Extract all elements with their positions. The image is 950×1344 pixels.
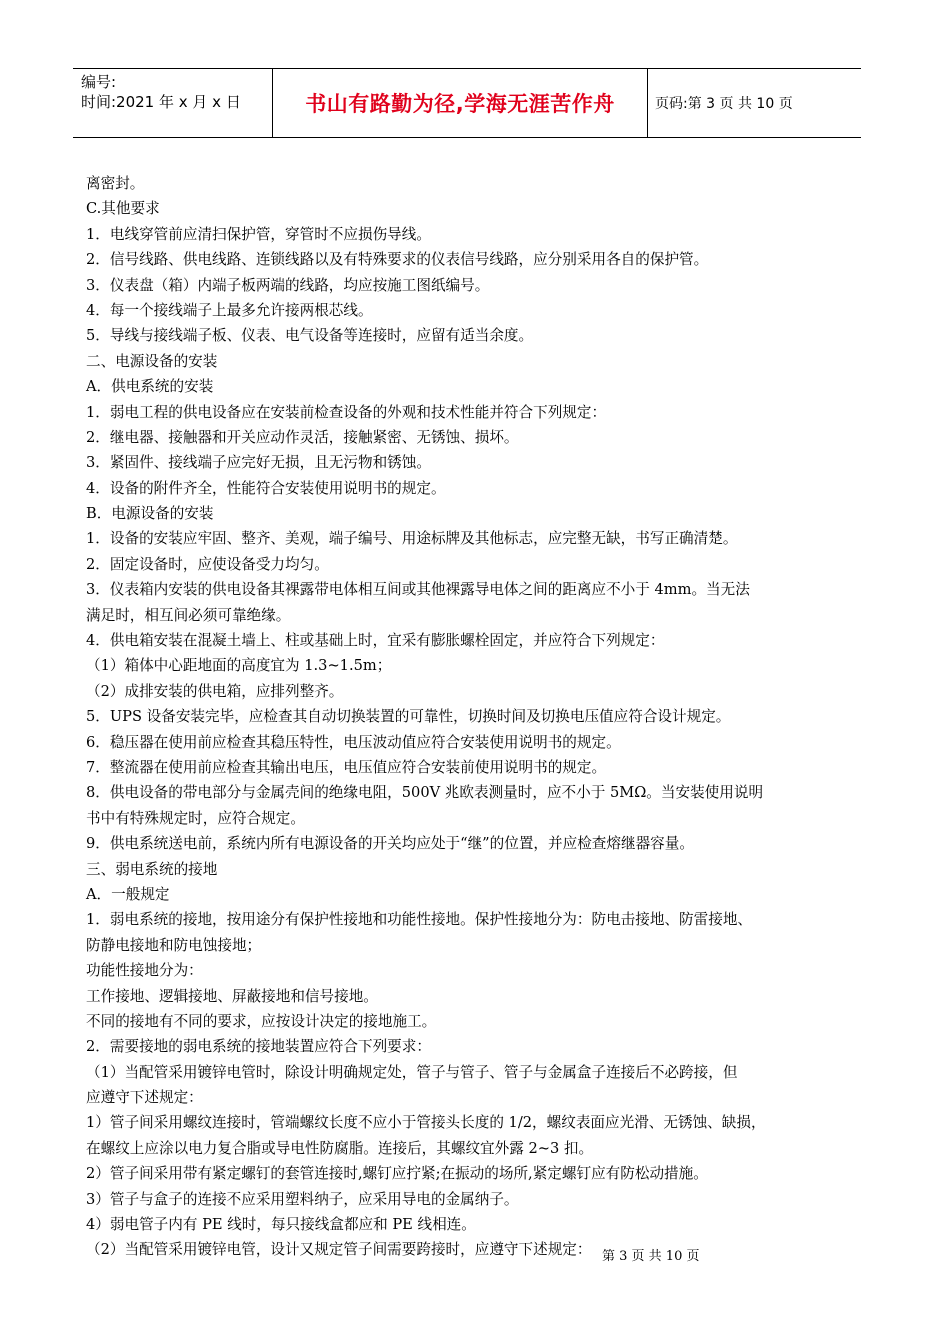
text-line: 7．整流器在使用前应检查其输出电压，电压值应符合安装前使用说明书的规定。 <box>86 758 607 776</box>
text-line: 功能性接地分为： <box>86 962 203 980</box>
text-line: 2）管子间采用带有紧定螺钉的套管连接时,螺钉应拧紧;在振动的场所,紧定螺钉应有防松动措施。 <box>86 1165 708 1183</box>
text-line: C.其他要求 <box>86 200 160 218</box>
page-header <box>73 68 861 138</box>
document-body <box>86 171 864 1263</box>
text-line: 5．导线与接线端子板、仪表、电气设备等连接时，应留有适当余度。 <box>86 327 534 345</box>
text-line: 3）管子与盒子的连接不应采用塑料纳子，应采用导电的金属纳子。 <box>86 1190 519 1208</box>
text-line: 不同的接地有不同的要求，应按设计决定的接地施工。 <box>86 1012 437 1030</box>
page-footer: 第 3 页 共 10 页 <box>602 1249 700 1264</box>
text-line: 8．供电设备的带电部分与金属壳间的绝缘电阻，500V 兆欧表测量时，应不小于 5MΩ。当安装使用说明 <box>86 784 764 802</box>
text-line: 4．每一个接线端子上最多允许接两根芯线。 <box>86 301 373 319</box>
text-line: 1）管子间采用螺纹连接时，管端螺纹长度不应小于管接头长度的 1/2，螺纹表面应光滑、无锈蚀、缺损， <box>86 1114 766 1132</box>
text-line: 满足时，相互间必须可靠绝缘。 <box>86 606 291 624</box>
text-line: 防静电接地和防电蚀接地； <box>86 936 262 954</box>
header-info <box>73 69 273 137</box>
text-line: 3．紧固件、接线端子应完好无损，且无污物和锈蚀。 <box>86 454 431 472</box>
text-line: 4．设备的附件齐全，性能符合安装使用说明书的规定。 <box>86 479 446 497</box>
text-line: 1．设备的安装应牢固、整齐、美观，端子编号、用途标牌及其他标志，应完整无缺，书写正确清楚。 <box>86 530 738 548</box>
text-line: （2）成排安装的供电箱，应排列整齐。 <box>86 682 344 700</box>
text-line: 1．弱电系统的接地，按用途分有保护性接地和功能性接地。保护性接地分为：防电击接地、防雷接地、 <box>86 911 753 929</box>
text-line: 3．仪表盘（箱）内端子板两端的线路，均应按施工图纸编号。 <box>86 276 490 294</box>
text-line: （2）当配管采用镀锌电管，设计又规定管子间需要跨接时，应遵守下述规定： <box>86 1241 592 1259</box>
text-line: B．电源设备的安装 <box>86 505 214 523</box>
text-line: A．供电系统的安装 <box>86 378 214 396</box>
text-line: 1．电线穿管前应清扫保护管，穿管时不应损伤导线。 <box>86 225 431 243</box>
serial-number: 编号: <box>81 73 117 91</box>
text-line: 2．需要接地的弱电系统的接地装置应符合下列要求： <box>86 1038 431 1056</box>
text-line: 1．弱电工程的供电设备应在安装前检查设备的外观和技术性能并符合下列规定： <box>86 403 607 421</box>
text-line: 2．信号线路、供电线路、连锁线路以及有特殊要求的仪表信号线路，应分别采用各自的保护管。 <box>86 251 709 269</box>
text-line: 4）弱电管子内有 PE 线时，每只接线盒都应和 PE 线相连。 <box>86 1216 476 1234</box>
document-time: 时间:2021 年 x 月 x 日 <box>81 93 241 111</box>
text-line: （1）当配管采用镀锌电管时，除设计明确规定处，管子与管子、管子与金属盒子连接后不必跨接，但 <box>86 1063 738 1081</box>
text-line: 3．仪表箱内安装的供电设备其裸露带电体相互间或其他裸露导电体之间的距离应不小于 4mm。当无法 <box>86 581 750 599</box>
text-line: （1）箱体中心距地面的高度宜为 1.3~1.5m； <box>86 657 392 675</box>
text-line: 三、弱电系统的接地 <box>86 860 218 878</box>
text-line: 工作接地、逻辑接地、屏蔽接地和信号接地。 <box>86 987 378 1005</box>
text-line: 2．继电器、接触器和开关应动作灵活，接触紧密、无锈蚀、损坏。 <box>86 428 519 446</box>
text-line: A．一般规定 <box>86 885 170 903</box>
text-line: 应遵守下述规定： <box>86 1089 203 1107</box>
text-line: 在螺纹上应涂以电力复合脂或导电性防腐脂。连接后，其螺纹宜外露 2~3 扣。 <box>86 1139 594 1157</box>
text-line: 5．UPS 设备安装完毕，应检查其自动切换装置的可靠性，切换时间及切换电压值应符合设计规定。 <box>86 708 731 726</box>
text-line: 离密封。 <box>86 175 145 192</box>
text-line: 9．供电系统送电前，系统内所有电源设备的开关均应处于“继”的位置，并应检查熔继器容量。 <box>86 835 694 853</box>
text-line: 书中有特殊规定时，应符合规定。 <box>86 809 305 827</box>
text-line: 二、电源设备的安装 <box>86 352 218 370</box>
header-page-number: 页码:第 3 页 共 10 页 <box>655 96 793 112</box>
text-line: 6．稳压器在使用前应检查其稳压特性，电压波动值应符合安装使用说明书的规定。 <box>86 733 621 751</box>
text-line: 4．供电箱安装在混凝土墙上、柱或基础上时，宜采有膨胀螺栓固定，并应符合下列规定： <box>86 632 665 650</box>
header-motto: 书山有路勤为径,学海无涯苦作舟 <box>273 69 648 137</box>
text-line: 2．固定设备时，应使设备受力均匀。 <box>86 555 329 573</box>
